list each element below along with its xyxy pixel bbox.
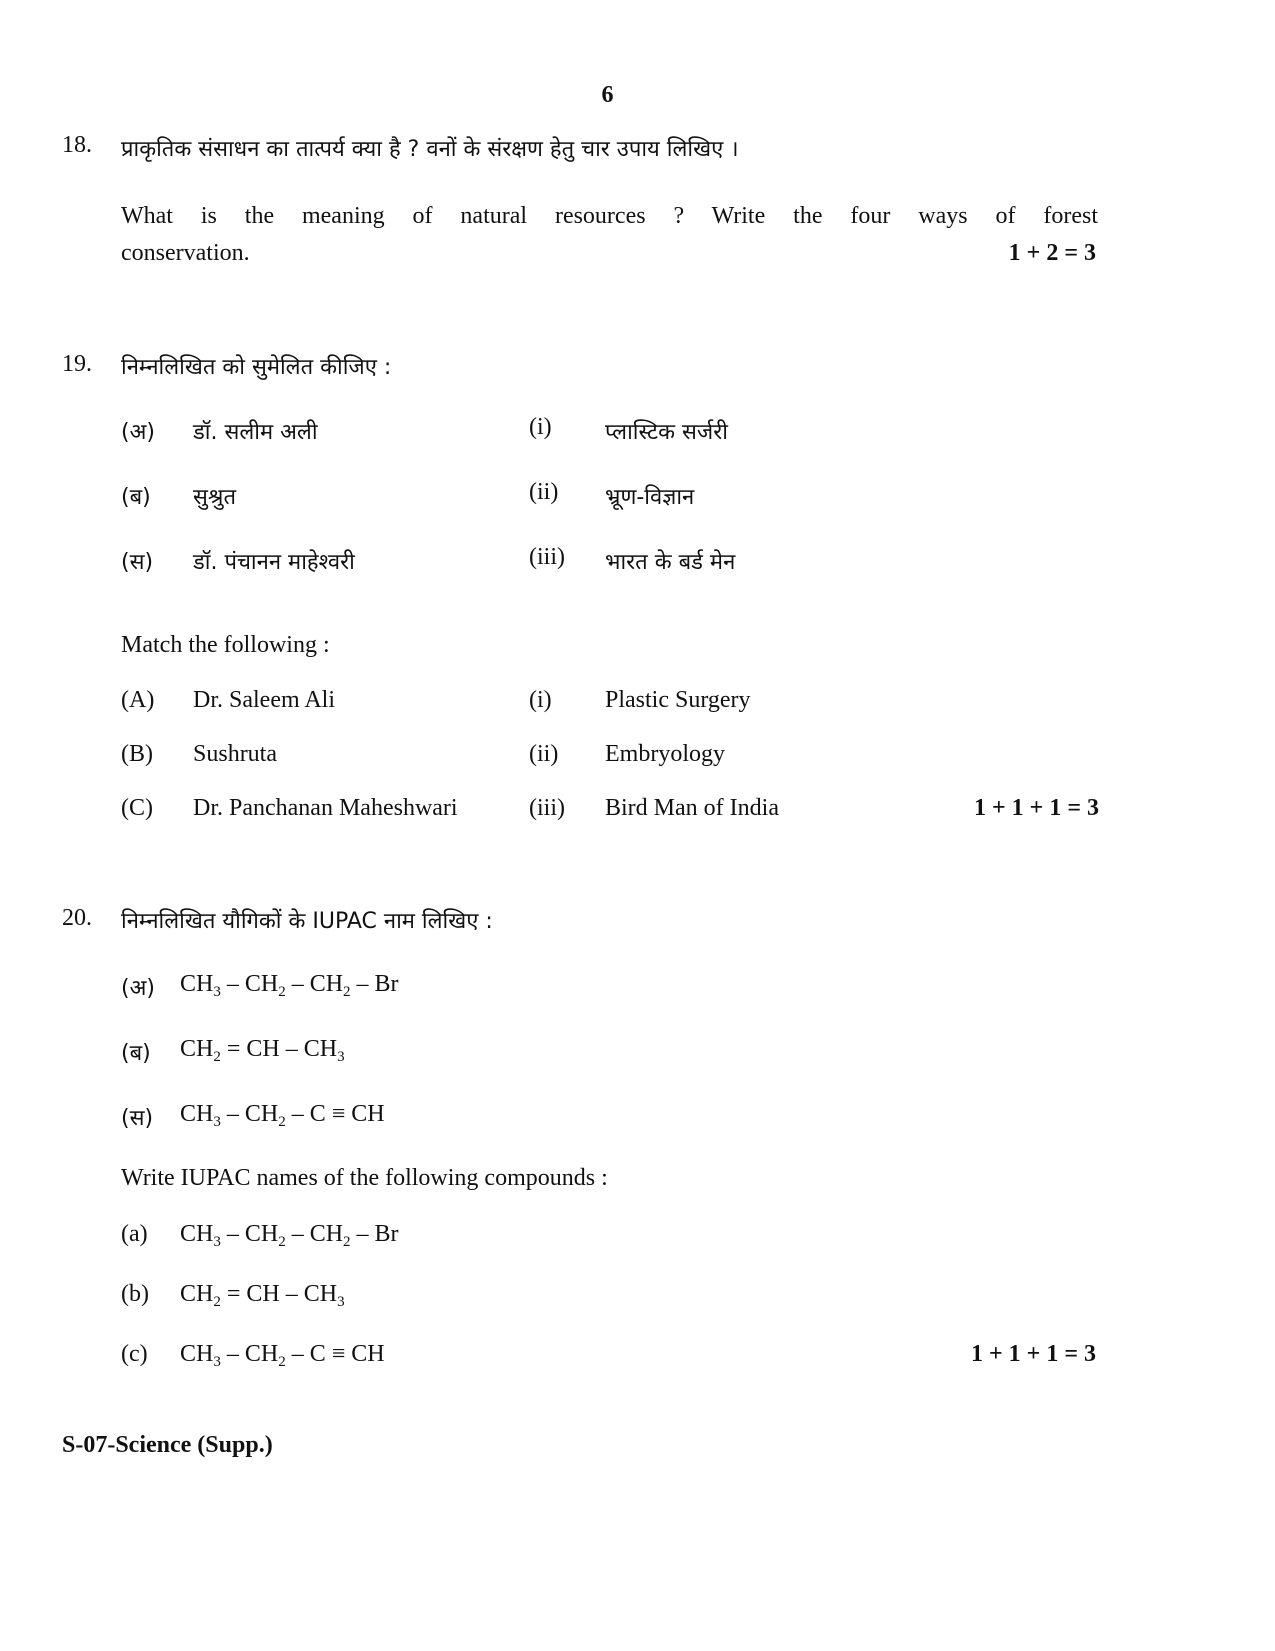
question-instruction-english: Match the following : (121, 632, 330, 658)
option-label: (ब) (121, 485, 151, 510)
match-number: (ii) (529, 479, 559, 505)
match-item: भ्रूण-विज्ञान (605, 485, 695, 510)
option-label: (स) (121, 1106, 154, 1131)
match-number: (i) (529, 687, 552, 713)
page-number: 6 (601, 82, 614, 108)
option-label: (a) (121, 1221, 148, 1247)
marks: 1 + 1 + 1 = 3 (970, 1341, 1096, 1367)
chemical-formula: $CH_3 - CH_2$ – C ≡ CH (180, 1101, 385, 1130)
option-label: (स) (121, 550, 154, 575)
option-item: डॉ. पंचानन माहेश्वरी (193, 550, 355, 575)
match-item: प्लास्टिक सर्जरी (605, 420, 728, 445)
marks: 1 + 1 + 1 = 3 (973, 795, 1099, 821)
option-item: डॉ. सलीम अली (193, 420, 318, 445)
question-text-english: What is the meaning of natural resources ? Write the four ways of forest (121, 203, 1098, 229)
match-item: Embryology (605, 741, 725, 767)
question-number: 18. (62, 132, 92, 158)
option-label: (c) (121, 1341, 148, 1367)
marks: 1 + 2 = 3 (1008, 240, 1096, 266)
option-label: (अ) (121, 976, 155, 1001)
match-number: (iii) (529, 544, 565, 570)
option-item: Dr. Saleem Ali (193, 687, 335, 713)
option-item: Dr. Panchanan Maheshwari (193, 795, 458, 821)
question-instruction-hindi: निम्नलिखित को सुमेलित कीजिए : (121, 355, 392, 380)
option-label: (अ) (121, 420, 155, 445)
match-item: Bird Man of India (605, 795, 779, 821)
match-number: (ii) (529, 741, 559, 767)
option-item: Sushruta (193, 741, 277, 767)
option-label: (C) (121, 795, 153, 821)
chemical-formula: $CH_3 - CH_2 - CH_2$ – Br (180, 1221, 399, 1250)
question-text-english-cont: conservation. (121, 240, 250, 266)
question-instruction-english: Write IUPAC names of the following compounds : (121, 1165, 608, 1191)
question-text-hindi: प्राकृतिक संसाधन का तात्पर्य क्या है ? वनों के संरक्षण हेतु चार उपाय लिखिए । (121, 137, 739, 162)
chemical-formula: $CH_2$ = CH – $CH_3$ (180, 1281, 345, 1310)
paper-code-footer: S-07-Science (Supp.) (62, 1432, 273, 1458)
question-number: 19. (62, 351, 92, 377)
question-number: 20. (62, 905, 92, 931)
match-number: (iii) (529, 795, 565, 821)
option-label: (B) (121, 741, 153, 767)
option-label: (A) (121, 687, 155, 713)
match-item: Plastic Surgery (605, 687, 751, 713)
chemical-formula: $CH_3 - CH_2$ – C ≡ CH (180, 1341, 385, 1370)
chemical-formula: $CH_3 - CH_2 - CH_2$ – Br (180, 971, 399, 1000)
chemical-formula: $CH_2$ = CH – $CH_3$ (180, 1036, 345, 1065)
match-number: (i) (529, 414, 552, 440)
match-item: भारत के बर्ड मेन (605, 550, 736, 575)
option-item: सुश्रुत (193, 485, 236, 510)
option-label: (b) (121, 1281, 149, 1307)
question-instruction-hindi: निम्नलिखित यौगिकों के IUPAC नाम लिखिए : (121, 909, 493, 934)
option-label: (ब) (121, 1041, 151, 1066)
